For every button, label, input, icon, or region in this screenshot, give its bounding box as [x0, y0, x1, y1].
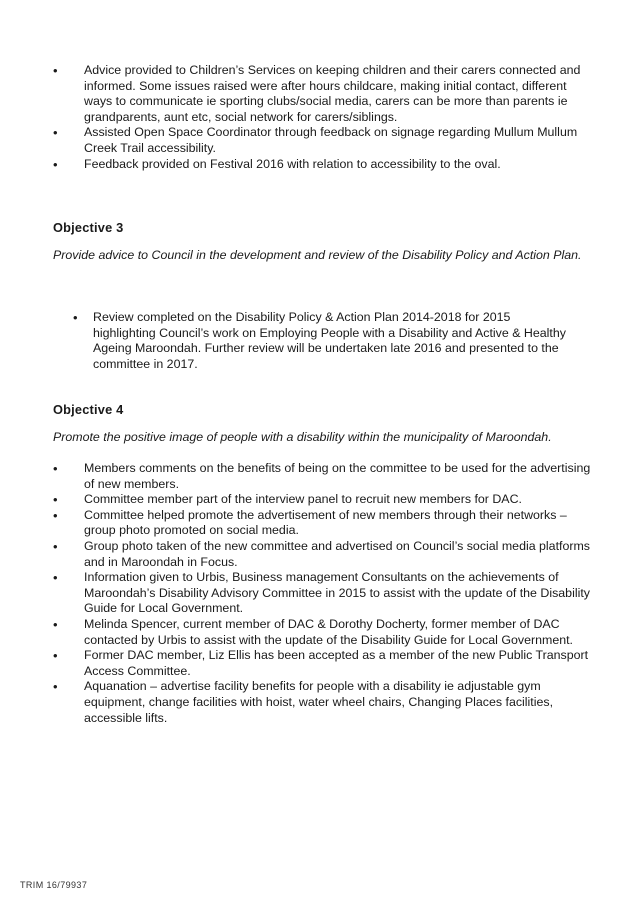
objective-4-heading: Objective 4: [53, 402, 124, 417]
list-item: • Advice provided to Children’s Services on keeping children and their carers connected and informed. Some issues raised were after hours childcare, making initial contact, different ways to communicate ie sporting clubs/social media, carers can be more than parents ie grandparents, aunt etc, social network for carers/siblings.: [53, 63, 593, 125]
list-item: • Former DAC member, Liz Ellis has been accepted as a member of the new Public Transport Access Committee.: [53, 648, 601, 679]
list-item: • Information given to Urbis, Business management Consultants on the achievements of Maroondah’s Disability Advisory Committee in 2015 to assist with the update of the Disability Guide for Local Government.: [53, 570, 601, 617]
list-item: • Committee member part of the interview panel to recruit new members for DAC.: [53, 492, 601, 508]
bullet-list-objective-4: [53, 461, 601, 726]
objective-3-heading: Objective 3: [53, 220, 124, 235]
bullet-list-top: [53, 63, 593, 172]
objective-4-description: Promote the positive image of people with a disability within the municipality of Maroondah.: [53, 430, 552, 444]
trim-reference: TRIM 16/79937: [20, 880, 88, 890]
list-item: • Aquanation – advertise facility benefits for people with a disability ie adjustable gym equipment, change facilities with hoist, water wheel chairs, Changing Places facilities, accessible lifts.: [53, 679, 601, 726]
list-item: • Committee helped promote the advertisement of new members through their networks – group photo promoted on social media.: [53, 508, 601, 539]
list-item: • Assisted Open Space Coordinator through feedback on signage regarding Mullum Mullum Creek Trail accessibility.: [53, 125, 593, 156]
list-item: • Members comments on the benefits of being on the committee to be used for the advertising of new members.: [53, 461, 601, 492]
list-item: • Melinda Spencer, current member of DAC & Dorothy Docherty, former member of DAC contacted by Urbis to assist with the update of the Disability Guide for Local Government.: [53, 617, 601, 648]
list-item: • Feedback provided on Festival 2016 with relation to accessibility to the oval.: [53, 157, 593, 173]
objective-3-description: Provide advice to Council in the development and review of the Disability Policy and Action Plan.: [53, 248, 582, 262]
list-item: • Group photo taken of the new committee and advertised on Council’s social media platforms and in Maroondah in Focus.: [53, 539, 601, 570]
list-item: • Review completed on the Disability Policy & Action Plan 2014-2018 for 2015 highlighting Council’s work on Employing People with a Disability and Active & Healthy Ageing Maroondah. Further review will be undertaken late 2016 and presented to the committee in 2017.: [73, 310, 573, 372]
bullet-list-objective-3: [73, 310, 573, 372]
